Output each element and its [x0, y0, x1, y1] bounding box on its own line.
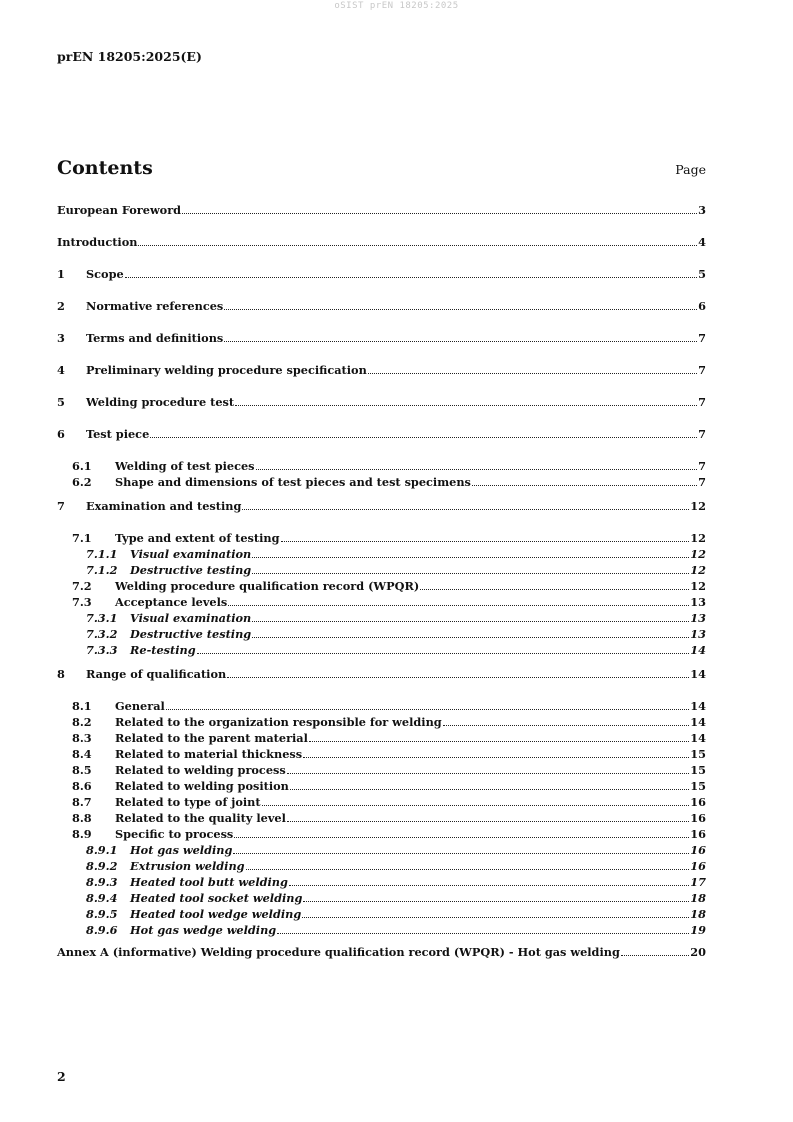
toc-entry-page: 3: [698, 203, 706, 217]
toc-entry[interactable]: [86, 625, 706, 641]
toc-leader-dots: [277, 922, 689, 934]
toc-leader-dots: [420, 578, 689, 590]
toc-entry-number: 2: [57, 299, 65, 313]
toc-entry-page: 7: [698, 395, 706, 409]
toc-entry[interactable]: [72, 761, 706, 777]
toc-entry-title: Range of qualification: [86, 667, 227, 681]
toc-entry-title: Annex A (informative) Welding procedure qualification record (WPQR) - Hot gas welding: [57, 945, 620, 959]
toc-entry-number: 8.7: [72, 795, 92, 809]
toc-entry-number: 8.2: [72, 715, 92, 729]
toc-entry[interactable]: [86, 641, 706, 657]
toc-leader-dots: [224, 330, 697, 342]
toc-entry[interactable]: [57, 201, 706, 217]
toc-entry[interactable]: [72, 593, 706, 609]
toc-entry-title: Related to welding position: [115, 779, 289, 793]
toc-entry-page: 12: [690, 579, 706, 593]
toc-entry-title: Extrusion welding: [130, 859, 245, 873]
toc-entry-page: 15: [690, 763, 706, 777]
toc-leader-dots: [302, 906, 689, 918]
toc-entry-title: Destructive testing: [130, 627, 252, 641]
toc-entry-title: Welding procedure test: [86, 395, 235, 409]
toc-entry[interactable]: [57, 497, 706, 513]
toc-leader-dots: [289, 874, 689, 886]
toc-entry-number: 8.9.4: [86, 891, 118, 905]
toc-entry-number: 7.3.2: [86, 627, 118, 641]
toc-entry-title: Test piece: [86, 427, 150, 441]
toc-entry-number: 8.9.3: [86, 875, 118, 889]
toc-entry-page: 7: [698, 459, 706, 473]
toc-entry[interactable]: [86, 889, 706, 905]
toc-entry-page: 16: [690, 811, 706, 825]
toc-entry-page: 7: [698, 475, 706, 489]
toc-entry-number: 8.4: [72, 747, 92, 761]
toc-entry-title: Re-testing: [130, 643, 196, 657]
toc-entry-page: 20: [690, 945, 706, 959]
toc-entry-page: 13: [690, 627, 706, 641]
toc-entry-page: 5: [698, 267, 706, 281]
toc-entry-number: 7.2: [72, 579, 92, 593]
toc-leader-dots: [262, 794, 690, 806]
toc-leader-dots: [252, 562, 689, 574]
toc-entry[interactable]: [57, 297, 706, 313]
toc-entry-page: 19: [690, 923, 706, 937]
toc-entry-page: 12: [690, 499, 706, 513]
toc-entry-number: 8.6: [72, 779, 92, 793]
toc-entry-page: 13: [690, 611, 706, 625]
toc-leader-dots: [621, 944, 689, 956]
toc-leader-dots: [252, 610, 689, 622]
toc-entry-page: 14: [690, 731, 706, 745]
toc-entry-number: 7.1.1: [86, 547, 118, 561]
toc-entry-number: 8.1: [72, 699, 92, 713]
toc-entry[interactable]: [72, 697, 706, 713]
toc-leader-dots: [472, 474, 697, 486]
toc-leader-dots: [303, 890, 689, 902]
toc-leader-dots: [290, 778, 689, 790]
toc-entry-title: Shape and dimensions of test pieces and test specimens: [115, 475, 471, 489]
toc-entry-page: 12: [690, 531, 706, 545]
toc-entry-title: Related to welding process: [115, 763, 286, 777]
toc-leader-dots: [166, 698, 689, 710]
toc-leader-dots: [150, 426, 697, 438]
toc-leader-dots: [224, 298, 697, 310]
toc-entry[interactable]: [57, 425, 706, 441]
toc-entry[interactable]: [86, 921, 706, 937]
toc-entry-number: 7: [57, 499, 65, 513]
toc-entry[interactable]: [72, 777, 706, 793]
toc-entry-title: Hot gas welding: [130, 843, 233, 857]
toc-entry[interactable]: [72, 529, 706, 545]
toc-leader-dots: [287, 762, 690, 774]
toc-entry-page: 14: [690, 643, 706, 657]
toc-entry-title: Destructive testing: [130, 563, 252, 577]
toc-leader-dots: [256, 458, 698, 470]
toc-entry[interactable]: [57, 393, 706, 409]
toc-leader-dots: [252, 626, 689, 638]
toc-entry-number: 7.1.2: [86, 563, 118, 577]
toc-entry-title: Welding procedure qualification record (WPQR): [115, 579, 420, 593]
toc-entry-title: Heated tool wedge welding: [130, 907, 302, 921]
toc-leader-dots: [246, 858, 690, 870]
toc-entry[interactable]: [86, 873, 706, 889]
toc-entry-page: 14: [690, 715, 706, 729]
toc-entry-number: 5: [57, 395, 65, 409]
toc-entry-number: 6.2: [72, 475, 92, 489]
toc-entry-page: 12: [690, 563, 706, 577]
toc-leader-dots: [182, 202, 697, 214]
toc-entry-title: Visual examination: [130, 611, 252, 625]
toc-leader-dots: [368, 362, 697, 374]
toc-entry-page: 13: [690, 595, 706, 609]
toc-entry[interactable]: [72, 825, 706, 841]
toc-entry-page: 18: [690, 907, 706, 921]
toc-entry-number: 8: [57, 667, 65, 681]
toc-entry-page: 14: [690, 667, 706, 681]
toc-entry-number: 7.3.1: [86, 611, 118, 625]
toc-entry-page: 17: [690, 875, 706, 889]
toc-leader-dots: [252, 546, 689, 558]
page-column-label: Page: [675, 162, 706, 177]
toc-entry-number: 8.9.2: [86, 859, 118, 873]
toc-entry-title: Acceptance levels: [115, 595, 228, 609]
toc-leader-dots: [125, 266, 697, 278]
toc-entry[interactable]: [72, 809, 706, 825]
toc-entry-title: Examination and testing: [86, 499, 242, 513]
toc-entry-page: 7: [698, 363, 706, 377]
toc-entry[interactable]: [86, 857, 706, 873]
toc-entry-title: Heated tool socket welding: [130, 891, 303, 905]
toc-entry-number: 8.9.5: [86, 907, 118, 921]
toc-entry-page: 7: [698, 427, 706, 441]
toc-leader-dots: [303, 746, 689, 758]
toc-entry[interactable]: [86, 609, 706, 625]
document-id: prEN 18205:2025(E): [57, 49, 202, 64]
toc-entry[interactable]: [86, 841, 706, 857]
toc-entry-number: 1: [57, 267, 65, 281]
toc-entry-title: Type and extent of testing: [115, 531, 280, 545]
toc-leader-dots: [235, 394, 697, 406]
toc-entry-page: 15: [690, 779, 706, 793]
toc-leader-dots: [138, 234, 697, 246]
toc-entry-number: 8.8: [72, 811, 92, 825]
toc-entry[interactable]: [72, 713, 706, 729]
toc-entry[interactable]: [57, 329, 706, 345]
toc-entry-number: 7.3: [72, 595, 92, 609]
toc-entry-title: General: [115, 699, 165, 713]
toc-entry-title: Normative references: [86, 299, 224, 313]
toc-entry-page: 16: [690, 795, 706, 809]
toc-entry[interactable]: [72, 745, 706, 761]
toc-entry-number: 8.3: [72, 731, 92, 745]
toc-entry[interactable]: [57, 361, 706, 377]
toc-entry-page: 16: [690, 827, 706, 841]
toc-entry-title: Terms and definitions: [86, 331, 224, 345]
toc-entry-number: 8.5: [72, 763, 92, 777]
toc-entry-title: Introduction: [57, 235, 138, 249]
toc-entry-title: Related to the organization responsible for welding: [115, 715, 442, 729]
toc-entry-page: 4: [698, 235, 706, 249]
toc-entry-number: 6.1: [72, 459, 92, 473]
toc-leader-dots: [281, 530, 690, 542]
toc-entry-page: 15: [690, 747, 706, 761]
toc-entry[interactable]: [72, 729, 706, 745]
toc-entry[interactable]: [72, 577, 706, 593]
toc-entry-number: 4: [57, 363, 65, 377]
page-number: 2: [57, 1069, 66, 1084]
toc-leader-dots: [228, 594, 689, 606]
toc-entry-title: Preliminary welding procedure specification: [86, 363, 367, 377]
toc-entry-title: Scope: [86, 267, 124, 281]
toc-leader-dots: [197, 642, 690, 654]
toc-entry-page: 14: [690, 699, 706, 713]
toc-entry-title: Hot gas wedge welding: [130, 923, 277, 937]
toc-leader-dots: [233, 842, 689, 854]
toc-entry-title: Related to type of joint: [115, 795, 261, 809]
toc-entry[interactable]: [72, 793, 706, 809]
toc-entry-number: 6: [57, 427, 65, 441]
toc-entry[interactable]: [72, 457, 706, 473]
toc-entry-title: Related to material thickness: [115, 747, 303, 761]
toc-entry-title: Related to the parent material: [115, 731, 308, 745]
toc-entry-page: 16: [690, 859, 706, 873]
toc-entry-title: Visual examination: [130, 547, 252, 561]
toc-entry[interactable]: [57, 943, 706, 959]
toc-leader-dots: [227, 666, 689, 678]
toc-leader-dots: [242, 498, 689, 510]
toc-entry-number: 3: [57, 331, 65, 345]
toc-entry[interactable]: [72, 473, 706, 489]
toc-entry-number: 7.3.3: [86, 643, 118, 657]
toc-entry-title: Related to the quality level: [115, 811, 286, 825]
toc-leader-dots: [309, 730, 689, 742]
toc-entry-title: European Foreword: [57, 203, 182, 217]
toc-entry-page: 7: [698, 331, 706, 345]
toc-entry-number: 8.9.6: [86, 923, 118, 937]
toc-leader-dots: [234, 826, 689, 838]
toc-entry-title: Specific to process: [115, 827, 234, 841]
watermark: oSIST prEN 18205:2025: [334, 1, 459, 11]
toc-entry-title: Welding of test pieces: [115, 459, 255, 473]
toc-entry-number: 7.1: [72, 531, 92, 545]
toc-entry-page: 18: [690, 891, 706, 905]
toc-entry[interactable]: [86, 545, 706, 561]
contents-heading: Contents: [57, 157, 153, 179]
toc-entry-page: 12: [690, 547, 706, 561]
toc-entry-number: 8.9.1: [86, 843, 118, 857]
toc-entry-number: 8.9: [72, 827, 92, 841]
toc-entry-title: Heated tool butt welding: [130, 875, 288, 889]
toc-entry[interactable]: [57, 233, 706, 249]
toc-entry[interactable]: [57, 665, 706, 681]
toc-entry[interactable]: [57, 265, 706, 281]
toc-leader-dots: [443, 714, 690, 726]
toc-entry[interactable]: [86, 905, 706, 921]
toc-entry-page: 16: [690, 843, 706, 857]
toc-entry[interactable]: [86, 561, 706, 577]
toc-leader-dots: [287, 810, 689, 822]
toc-entry-page: 6: [698, 299, 706, 313]
